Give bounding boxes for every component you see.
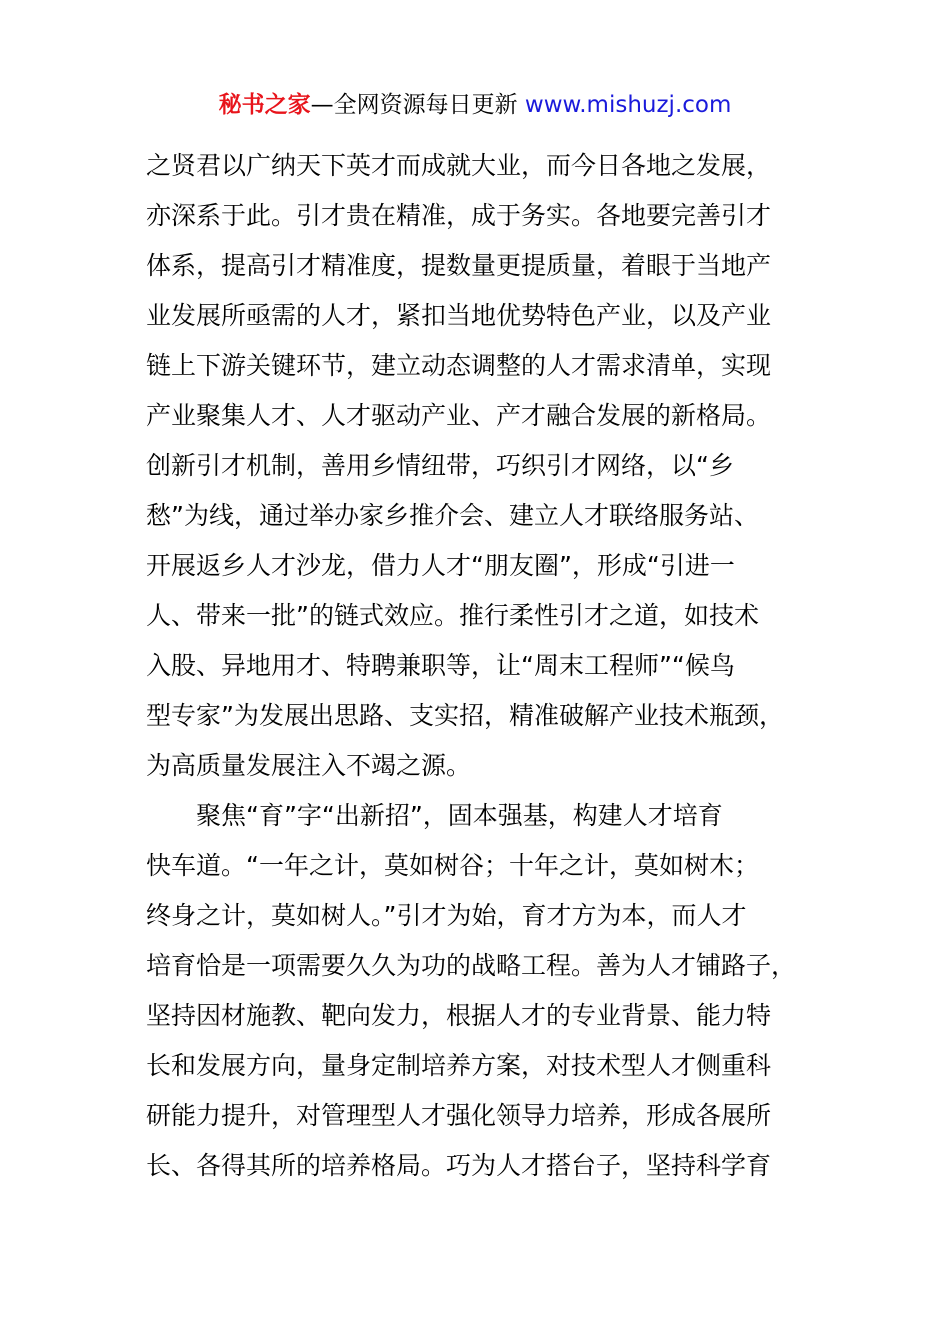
- text-line: 业发展所亟需的人才，紧扣当地优势特色产业，以及产业: [146, 301, 772, 330]
- text-line: 链上下游关键环节，建立动态调整的人才需求清单，实现: [146, 351, 772, 380]
- text-line: 体系，提高引才精准度，提数量更提质量，着眼于当地产: [146, 251, 772, 280]
- document-body: [146, 141, 811, 1191]
- paragraph-talent-cultivation: [146, 791, 811, 1191]
- text-line: 之贤君以广纳天下英才而成就大业，而今日各地之发展，: [146, 151, 772, 180]
- page-header: [0, 88, 950, 122]
- text-line: 入股、异地用才、特聘兼职等，让“周末工程师”“候鸟: [146, 651, 735, 680]
- text-line: 长和发展方向，量身定制培养方案，对技术型人才侧重科: [146, 1051, 772, 1080]
- text-line: 聚焦“育”字“出新招”，固本强基，构建人才培育: [196, 801, 723, 830]
- text-line: 产业聚集人才、人才驱动产业、产才融合发展的新格局。: [146, 401, 772, 430]
- text-line: 终身之计，莫如树人。”引才为始，育才方为本，而人才: [146, 901, 747, 930]
- text-line: 坚持因材施教、靶向发力，根据人才的专业背景、能力特: [146, 1001, 772, 1030]
- text-line: 型专家”为发展出思路、支实招，精准破解产业技术瓶颈，: [146, 701, 784, 730]
- paragraph-talent-recruitment: [146, 141, 811, 791]
- header-url-link[interactable]: www.mishuzj.com: [524, 92, 732, 118]
- text-line: 创新引才机制，善用乡情纽带，巧织引才网络，以“乡: [146, 451, 734, 480]
- text-line: 亦深系于此。引才贵在精准，成于务实。各地要完善引才: [146, 201, 772, 230]
- text-line: 研能力提升，对管理型人才强化领导力培养，形成各展所: [146, 1101, 772, 1130]
- header-tagline: —全网资源每日更新: [310, 92, 525, 118]
- text-line: 愁”为线，通过举办家乡推介会、建立人才联络服务站、: [146, 501, 759, 530]
- text-line: 人、带来一批”的链式效应。推行柔性引才之道，如技术: [146, 601, 759, 630]
- text-line: 快车道。“一年之计，莫如树谷；十年之计，莫如树木；: [146, 851, 759, 880]
- text-line: 开展返乡人才沙龙，借力人才“朋友圈”，形成“引进一: [146, 551, 735, 580]
- text-line: 长、各得其所的培养格局。巧为人才搭台子，坚持科学育: [146, 1151, 772, 1180]
- text-line: 为高质量发展注入不竭之源。: [146, 751, 472, 780]
- header-brand: 秘书之家: [218, 92, 311, 118]
- text-line: 培育恰是一项需要久久为功的战略工程。善为人才铺路子，: [146, 951, 797, 980]
